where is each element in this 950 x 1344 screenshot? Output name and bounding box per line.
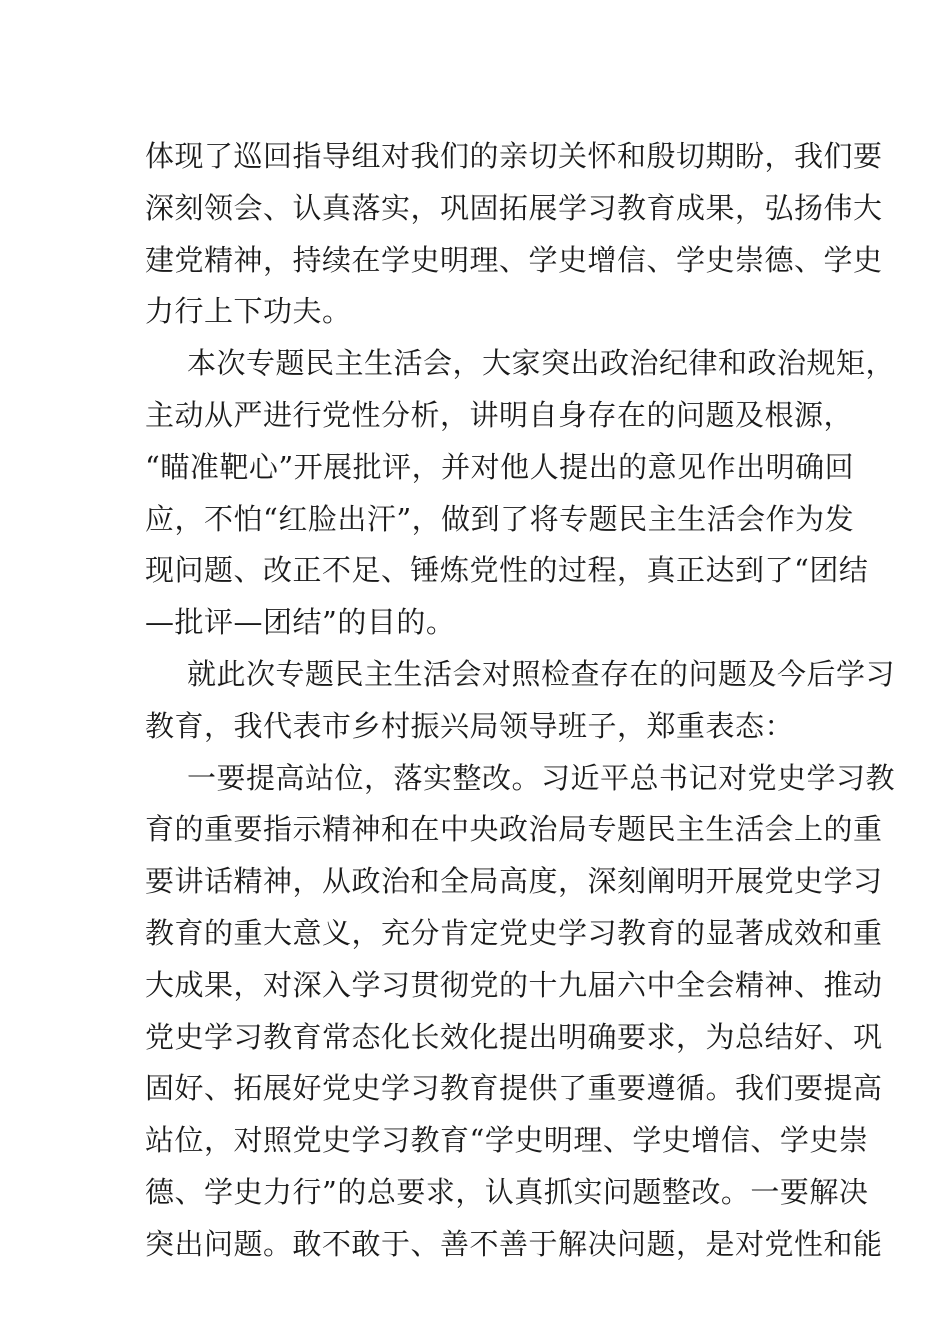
text-line-content: 本次专题民主生活会，大家突出政治纪律和政治规矩，	[187, 346, 896, 381]
text-line-first	[145, 338, 896, 390]
document-body	[145, 131, 896, 1271]
text-line-content: 就此次专题民主生活会对照检查存在的问题及今后学习	[187, 656, 896, 691]
text-line: “瞄准靶心”开展批评，并对他人提出的意见作出明确回	[145, 449, 855, 484]
text-line: 主动从严进行党性分析，讲明自身存在的问题及根源，	[145, 397, 854, 432]
text-line: 要讲话精神，从政治和全局高度，深刻阐明开展党史学习	[145, 864, 883, 899]
text-line: 党史学习教育常态化长效化提出明确要求，为总结好、巩	[145, 1019, 883, 1054]
text-line: 力行上下功夫。	[145, 294, 352, 329]
paragraph-4	[145, 753, 896, 1271]
paragraph-2	[145, 338, 896, 649]
text-line-first	[145, 649, 896, 701]
text-line: 深刻领会、认真落实，巩固拓展学习教育成果，弘扬伟大	[145, 190, 883, 225]
text-line: 建党精神，持续在学史明理、学史增信、学史崇德、学史	[145, 242, 883, 277]
text-line: 德、学史力行”的总要求，认真抓实问题整改。一要解决	[145, 1174, 869, 1209]
text-line: 现问题、改正不足、锤炼党性的过程，真正达到了“团结	[145, 553, 869, 588]
text-line: 应，不怕“红脸出汗”，做到了将专题民主生活会作为发	[145, 501, 855, 536]
text-line: 突出问题。敢不敢于、善不善于解决问题，是对党性和能	[145, 1226, 883, 1261]
text-line: 教育，我代表市乡村振兴局领导班子，郑重表态：	[145, 708, 795, 743]
paragraph-3	[145, 649, 896, 753]
text-line: 育的重要指示精神和在中央政治局专题民主生活会上的重	[145, 812, 883, 847]
paragraph-1	[145, 131, 883, 338]
text-line: 固好、拓展好党史学习教育提供了重要遵循。我们要提高	[145, 1071, 883, 1106]
text-line: 站位，对照党史学习教育“学史明理、学史增信、学史崇	[145, 1123, 869, 1158]
text-line-content: 一要提高站位，落实整改。习近平总书记对党史学习教	[187, 760, 896, 795]
text-line: 大成果，对深入学习贯彻党的十九届六中全会精神、推动	[145, 967, 883, 1002]
text-line: 体现了巡回指导组对我们的亲切关怀和殷切期盼，我们要	[145, 139, 883, 173]
text-line: —批评—团结”的目的。	[145, 605, 456, 640]
text-line: 教育的重大意义，充分肯定党史学习教育的显著成效和重	[145, 915, 883, 950]
text-line-first	[145, 753, 896, 805]
